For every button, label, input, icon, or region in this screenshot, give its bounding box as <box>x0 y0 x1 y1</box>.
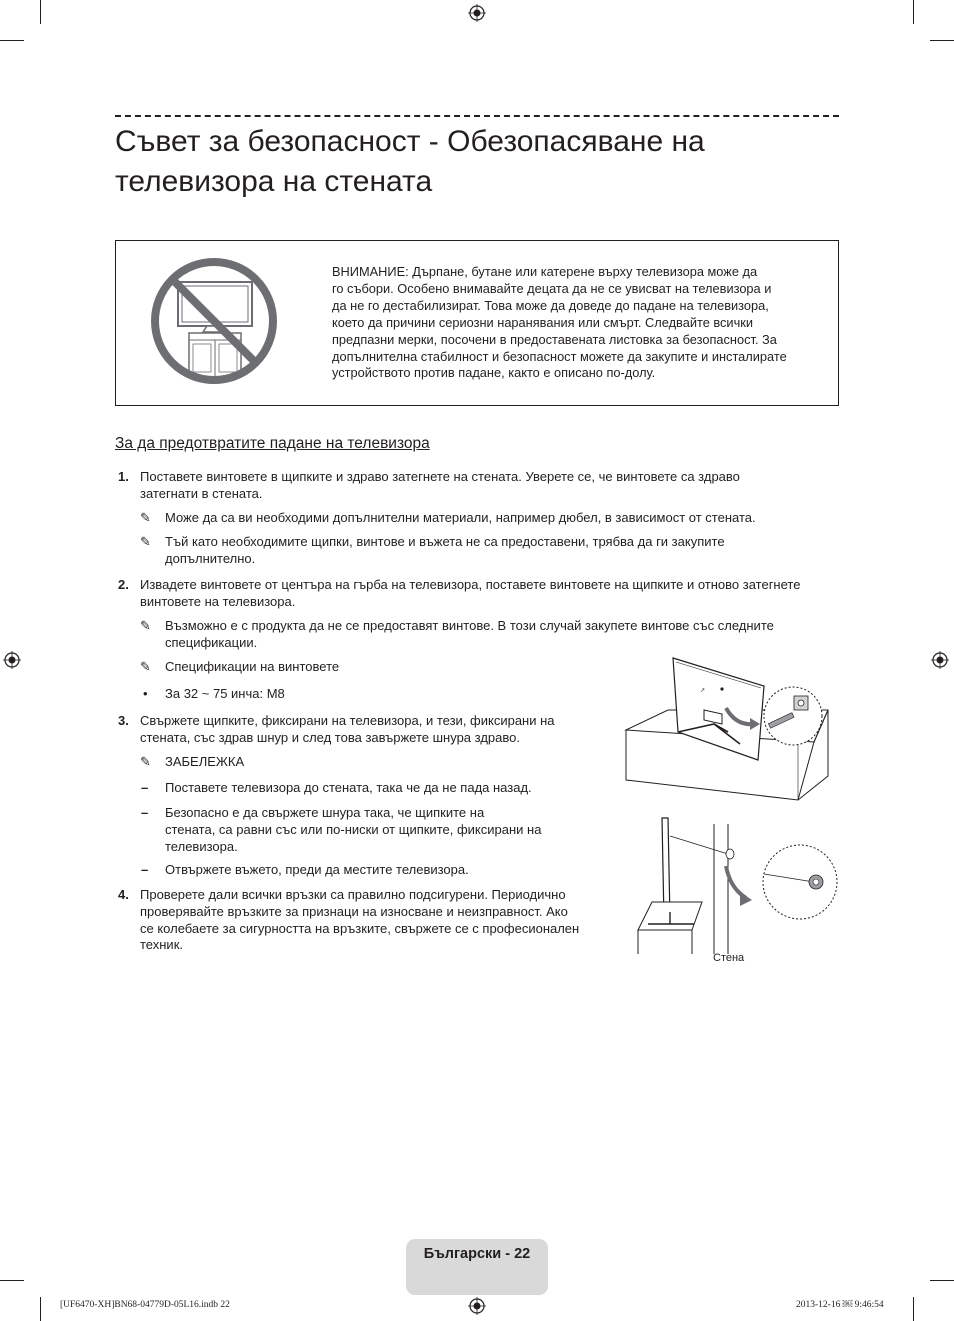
warning-line: ВНИМАНИЕ: Дърпане, бутане или катерене върху телевизора може да <box>332 264 758 279</box>
step-line: стената, със здрав шнур и след това завържете шнура здраво. <box>140 729 520 745</box>
dash-text: Поставете телевизора до стената, така че да не пада назад. <box>165 780 532 795</box>
step-text <box>140 577 845 611</box>
note-text <box>165 534 840 568</box>
crop-mark <box>913 0 914 24</box>
crop-mark <box>913 1297 914 1321</box>
crop-mark <box>930 1280 954 1281</box>
step-line: винтовете на телевизора. <box>140 593 296 609</box>
step-number: 3. <box>118 713 129 728</box>
note-text: ЗАБЕЛЕЖКА <box>165 754 245 769</box>
step-text <box>140 887 615 954</box>
note-icon: ✎ <box>140 754 151 769</box>
dash-icon: – <box>141 780 149 795</box>
note-line: спецификации. <box>165 634 258 650</box>
note-icon: ✎ <box>140 534 151 549</box>
note-line: допълнително. <box>165 550 256 566</box>
registration-mark-icon <box>468 4 486 22</box>
step-line: се колебаете за сигурността на връзките, свържете се с професионален <box>140 920 580 936</box>
dash-icon: – <box>141 862 149 877</box>
step-line: Свържете щипките, фиксирани на телевизора, и тези, фиксирани на <box>140 713 555 728</box>
note-line: Възможно е с продукта да не се предоставят винтове. В този случай закупете винтове със следните <box>165 618 774 633</box>
dash-text <box>165 805 610 855</box>
tv-on-stand-illustration <box>618 652 838 804</box>
step-line: Поставете винтовете в щипките и здраво затегнете на стената. Уверете се, че винтовете са здраво <box>140 469 740 484</box>
warning-line: предпазни мерки, посочени в предоставената листовка за безопасност. За <box>332 331 777 347</box>
crop-mark <box>930 40 954 41</box>
page-title <box>115 122 839 202</box>
step-text <box>140 713 610 747</box>
warning-line: допълнителна стабилност и безопасност можете да закупите и инсталирате <box>332 348 787 364</box>
warning-line: го събори. Особено внимавайте децата да не се увисват на телевизора и <box>332 280 772 296</box>
registration-mark-icon <box>3 651 21 669</box>
print-slug-right: 2013-12-16 ￼ 9:46:54 <box>796 1300 884 1310</box>
note-icon: ✎ <box>140 618 151 633</box>
note-text: Може да са ви необходими допълнителни материали, например дюбел, в зависимост от стената. <box>165 510 756 525</box>
crop-mark <box>40 1297 41 1321</box>
figure-caption: Стена <box>713 952 745 964</box>
tv-wall-side-illustration <box>618 812 840 954</box>
note-text <box>165 618 840 652</box>
step-line: техник. <box>140 937 183 953</box>
step-line: Проверете дали всички връзки са правилно подсигурени. Периодично <box>140 887 566 902</box>
bullet-text: За 32 ~ 75 инча: M8 <box>165 686 285 701</box>
dash-icon: – <box>141 805 149 820</box>
dash-line: стената, са равни със или по-ниски от щипките, фиксирани на <box>165 821 542 837</box>
no-tv-on-stand-icon <box>149 256 279 386</box>
step-number: 1. <box>118 469 129 484</box>
note-icon: ✎ <box>140 659 151 674</box>
dash-text: Отвържете въжето, преди да местите телевизора. <box>165 862 469 877</box>
page-title-line: Съвет за безопасност - Обезопасяване на <box>115 125 705 158</box>
section-heading: За да предотвратите падане на телевизора <box>115 435 430 452</box>
step-text <box>140 469 840 503</box>
note-text: Спецификации на винтовете <box>165 659 340 674</box>
warning-text <box>332 264 828 382</box>
note-line: Тъй като необходимите щипки, винтове и въжета не са предоставени, трябва да ги закупите <box>165 534 725 549</box>
title-divider <box>115 115 839 117</box>
warning-line: устройството против падане, както е описано по-долу. <box>332 365 656 381</box>
svg-text:↗: ↗ <box>700 688 706 694</box>
page-title-line: телевизора на стената <box>115 165 433 198</box>
warning-line: което да причини сериозни наранявания или смърт. Следвайте всички <box>332 314 753 330</box>
bullet-icon: • <box>143 686 148 701</box>
step-line: затегнати в стената. <box>140 485 263 501</box>
registration-mark-icon <box>931 651 949 669</box>
crop-mark <box>40 0 41 24</box>
crop-mark <box>0 1280 24 1281</box>
registration-mark-icon <box>468 1297 486 1315</box>
step-number: 4. <box>118 887 129 902</box>
step-line: проверявайте връзките за признаци на износване и неизправност. Ако <box>140 903 568 919</box>
crop-mark <box>0 40 24 41</box>
step-number: 2. <box>118 577 129 592</box>
print-slug-left: [UF6470-XH]BN68-04779D-05L16.indb 22 <box>60 1300 230 1310</box>
note-icon: ✎ <box>140 510 151 525</box>
warning-line: да не го дестабилизират. Това може да доведе до падане на телевизора, <box>332 297 769 313</box>
step-line: Извадете винтовете от центъра на гърба на телевизора, поставете винтовете на щипките и отново затегнете <box>140 577 801 592</box>
page-number-label: Български - 22 <box>423 1246 531 1262</box>
dash-line: телевизора. <box>165 838 238 854</box>
dash-line: Безопасно е да свържете шнура така, че щипките на <box>165 805 485 820</box>
